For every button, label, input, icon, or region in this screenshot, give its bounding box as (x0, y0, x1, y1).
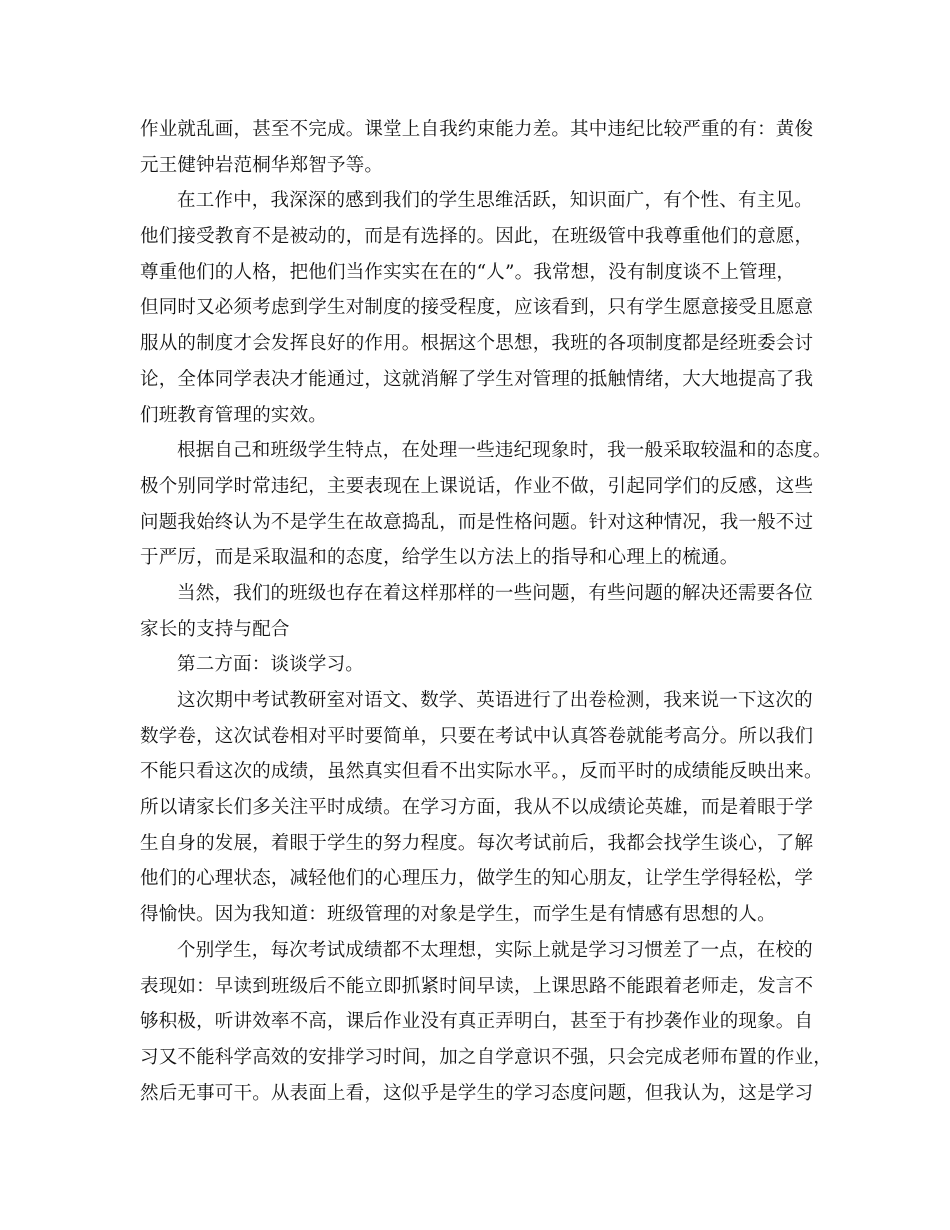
text-line: 服从的制度才会发挥良好的作用。根据这个思想，我班的各项制度都是经班委会讨 (140, 333, 814, 355)
text-line: 生自身的发展，着眼于学生的努力程度。每次考试前后，我都会找学生谈心，了解 (140, 832, 814, 854)
text-line: 元王健钟岩范桐华郑智予等。 (140, 154, 384, 176)
text-line: 论，全体同学表决才能通过，这就消解了学生对管理的抵触情绪，大大地提高了我 (140, 368, 814, 390)
paragraph (140, 433, 832, 576)
text-line: 于严厉，而是采取温和的态度，给学生以方法上的指导和心理上的梳通。 (140, 547, 739, 569)
text-line: 得愉快。因为我知道：班级管理的对象是学生，而学生是有情感有思想的人。 (140, 904, 776, 926)
text-line: 在工作中，我深深的感到我们的学生思维活跃，知识面广，有个性、有主见。 (177, 190, 813, 212)
text-line: 尊重他们的人格，把他们当作实实在在的“人”。我常想，没有制度谈不上管理， (140, 261, 796, 283)
text-line: 他们的心理状态，减轻他们的心理压力，做学生的知心朋友，让学生学得轻松，学 (140, 868, 814, 890)
text-line: 所以请家长们多关注平时成绩。在学习方面，我从不以成绩论英雄，而是着眼于学 (140, 797, 814, 819)
paragraph (140, 112, 828, 183)
text-line: 够积极，听讲效率不高，课后作业没有真正弄明白，甚至于有抄袭作业的现象。自 (140, 1011, 814, 1033)
text-line: 这次期中考试教研室对语文、数学、英语进行了出卷检测，我来说一下这次的 (177, 690, 813, 711)
paragraph (140, 647, 828, 683)
text-line: 问题我始终认为不是学生在故意捣乱，而是性格问题。针对这种情况，我一般不过 (140, 511, 814, 533)
text-line: 表现如：早读到班级后不能立即抓紧时间早读，上课思路不能跟着老师走，发言不 (140, 975, 814, 997)
paragraph (140, 933, 832, 1111)
text-line: 个别学生，每次考试成绩都不太理想，实际上就是学习习惯差了一点，在校的 (177, 939, 813, 961)
text-line: 不能只看这次的成绩，虽然真实但看不出实际水平。，反而平时的成绩能反映出来。 (140, 761, 823, 783)
text-line: 他们接受教育不是被动的，而是有选择的。因此，在班级管中我尊重他们的意愿， (140, 226, 814, 248)
text-line: 作业就乱画，甚至不完成。课堂上自我约束能力差。其中违纪比较严重的有：黄俊 (140, 119, 814, 140)
text-line: 极个别同学时常违纪，主要表现在上课说话，作业不做，引起同学们的反感，这些 (140, 475, 814, 497)
text-line: 第二方面：谈谈学习。 (177, 654, 365, 676)
text-line: 当然，我们的班级也存在着这样那样的一些问题，有些问题的解决还需要各位 (177, 582, 813, 604)
paragraph (140, 183, 828, 433)
paragraph (140, 576, 828, 647)
document-body (140, 112, 832, 1111)
text-line: 然后无事可干。从表面上看，这似乎是学生的学习态度问题，但我认为，这是学习 (140, 1082, 814, 1104)
text-line: 根据自己和班级学生特点，在处理一些违纪现象时，我一般采取较温和的态度。 (177, 440, 832, 462)
text-line: 但同时又必须考虑到学生对制度的接受程度，应该看到，只有学生愿意接受且愿意 (140, 297, 814, 319)
text-line: 习又不能科学高效的安排学习时间，加之自学意识不强，只会完成老师布置的作业， (140, 1046, 832, 1068)
text-line: 们班教育管理的实效。 (140, 404, 328, 426)
paragraph (140, 683, 828, 933)
text-line: 家长的支持与配合 (140, 618, 290, 640)
text-line: 数学卷，这次试卷相对平时要简单，只要在考试中认真答卷就能考高分。所以我们 (140, 725, 814, 747)
